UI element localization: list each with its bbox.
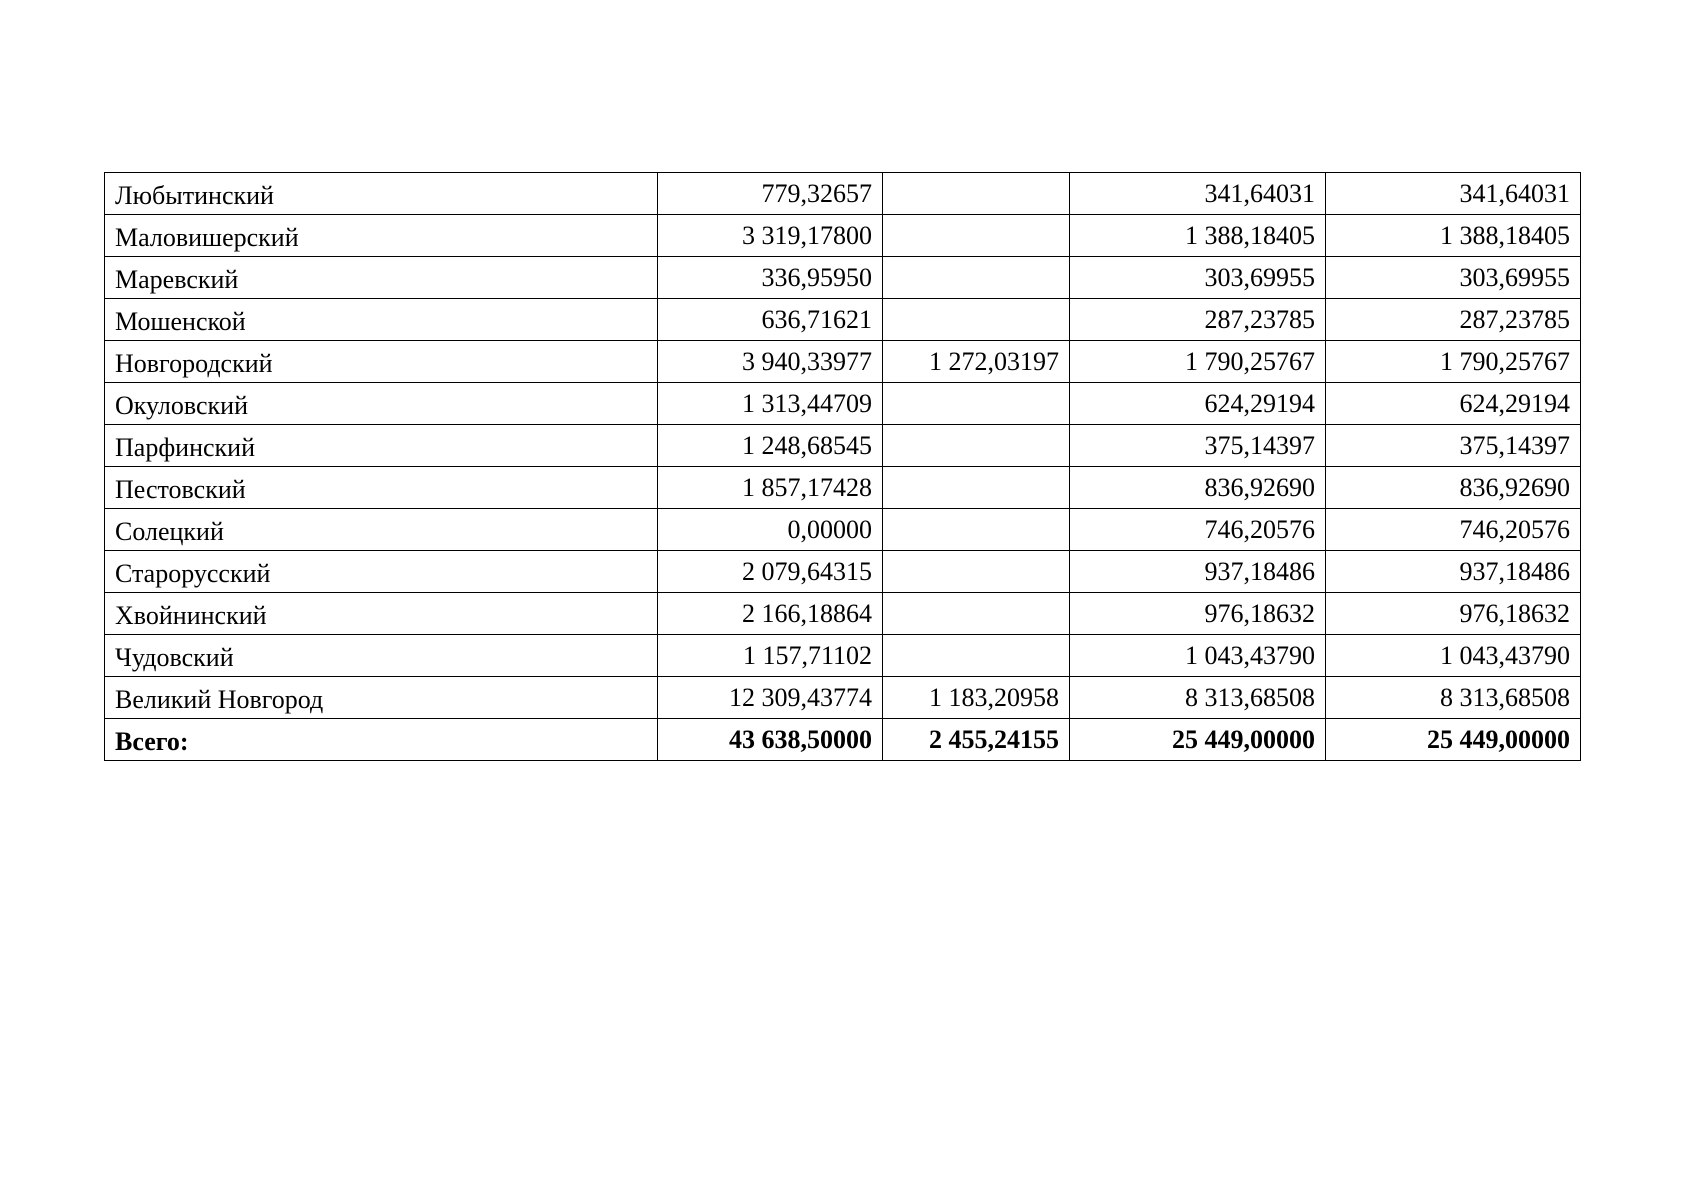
value-col-4: 937,18486 <box>1326 551 1581 593</box>
value-col-3: 375,14397 <box>1070 425 1326 467</box>
value-col-2 <box>883 173 1070 215</box>
district-name: Старорусский <box>105 551 658 593</box>
total-col-3: 25 449,00000 <box>1070 719 1326 761</box>
value-col-4: 746,20576 <box>1326 509 1581 551</box>
value-col-3: 303,69955 <box>1070 257 1326 299</box>
table-row <box>105 299 1581 341</box>
value-col-4: 8 313,68508 <box>1326 677 1581 719</box>
value-col-4: 1 388,18405 <box>1326 215 1581 257</box>
district-name: Маревский <box>105 257 658 299</box>
total-col-1: 43 638,50000 <box>658 719 883 761</box>
total-label: Всего: <box>105 719 658 761</box>
value-col-1: 2 166,18864 <box>658 593 883 635</box>
value-col-1: 1 857,17428 <box>658 467 883 509</box>
value-col-2 <box>883 509 1070 551</box>
district-name: Хвойнинский <box>105 593 658 635</box>
value-col-4: 624,29194 <box>1326 383 1581 425</box>
table-row <box>105 341 1581 383</box>
table-row <box>105 173 1581 215</box>
table-row <box>105 467 1581 509</box>
district-name: Чудовский <box>105 635 658 677</box>
district-name: Новгородский <box>105 341 658 383</box>
value-col-2: 1 272,03197 <box>883 341 1070 383</box>
value-col-2 <box>883 593 1070 635</box>
value-col-2 <box>883 383 1070 425</box>
table-row <box>105 551 1581 593</box>
total-col-2: 2 455,24155 <box>883 719 1070 761</box>
district-name: Великий Новгород <box>105 677 658 719</box>
district-name: Парфинский <box>105 425 658 467</box>
table-row <box>105 509 1581 551</box>
value-col-1: 1 157,71102 <box>658 635 883 677</box>
value-col-4: 303,69955 <box>1326 257 1581 299</box>
value-col-3: 287,23785 <box>1070 299 1326 341</box>
district-name: Маловишерский <box>105 215 658 257</box>
value-col-1: 12 309,43774 <box>658 677 883 719</box>
value-col-1: 3 319,17800 <box>658 215 883 257</box>
table-row <box>105 677 1581 719</box>
value-col-2 <box>883 215 1070 257</box>
table-row <box>105 215 1581 257</box>
table-row <box>105 635 1581 677</box>
table-row <box>105 257 1581 299</box>
value-col-4: 836,92690 <box>1326 467 1581 509</box>
value-col-1: 779,32657 <box>658 173 883 215</box>
value-col-2 <box>883 257 1070 299</box>
value-col-3: 937,18486 <box>1070 551 1326 593</box>
total-row <box>105 719 1581 761</box>
district-name: Мошенской <box>105 299 658 341</box>
value-col-2 <box>883 551 1070 593</box>
total-col-4: 25 449,00000 <box>1326 719 1581 761</box>
value-col-1: 1 248,68545 <box>658 425 883 467</box>
district-name: Окуловский <box>105 383 658 425</box>
table-body <box>105 173 1581 761</box>
value-col-3: 341,64031 <box>1070 173 1326 215</box>
value-col-3: 624,29194 <box>1070 383 1326 425</box>
value-col-2 <box>883 425 1070 467</box>
value-col-3: 836,92690 <box>1070 467 1326 509</box>
value-col-2 <box>883 299 1070 341</box>
value-col-2 <box>883 635 1070 677</box>
value-col-3: 1 388,18405 <box>1070 215 1326 257</box>
value-col-1: 1 313,44709 <box>658 383 883 425</box>
value-col-3: 976,18632 <box>1070 593 1326 635</box>
value-col-3: 746,20576 <box>1070 509 1326 551</box>
value-col-4: 375,14397 <box>1326 425 1581 467</box>
value-col-3: 1 043,43790 <box>1070 635 1326 677</box>
district-name: Солецкий <box>105 509 658 551</box>
value-col-2 <box>883 467 1070 509</box>
table-row <box>105 593 1581 635</box>
value-col-1: 2 079,64315 <box>658 551 883 593</box>
value-col-1: 636,71621 <box>658 299 883 341</box>
value-col-2: 1 183,20958 <box>883 677 1070 719</box>
value-col-3: 8 313,68508 <box>1070 677 1326 719</box>
value-col-4: 287,23785 <box>1326 299 1581 341</box>
value-col-3: 1 790,25767 <box>1070 341 1326 383</box>
budget-table <box>104 172 1581 761</box>
value-col-1: 3 940,33977 <box>658 341 883 383</box>
value-col-4: 1 043,43790 <box>1326 635 1581 677</box>
district-name: Пестовский <box>105 467 658 509</box>
value-col-4: 1 790,25767 <box>1326 341 1581 383</box>
value-col-4: 976,18632 <box>1326 593 1581 635</box>
value-col-4: 341,64031 <box>1326 173 1581 215</box>
table-row <box>105 425 1581 467</box>
district-name: Любытинский <box>105 173 658 215</box>
value-col-1: 336,95950 <box>658 257 883 299</box>
table-row <box>105 383 1581 425</box>
value-col-1: 0,00000 <box>658 509 883 551</box>
